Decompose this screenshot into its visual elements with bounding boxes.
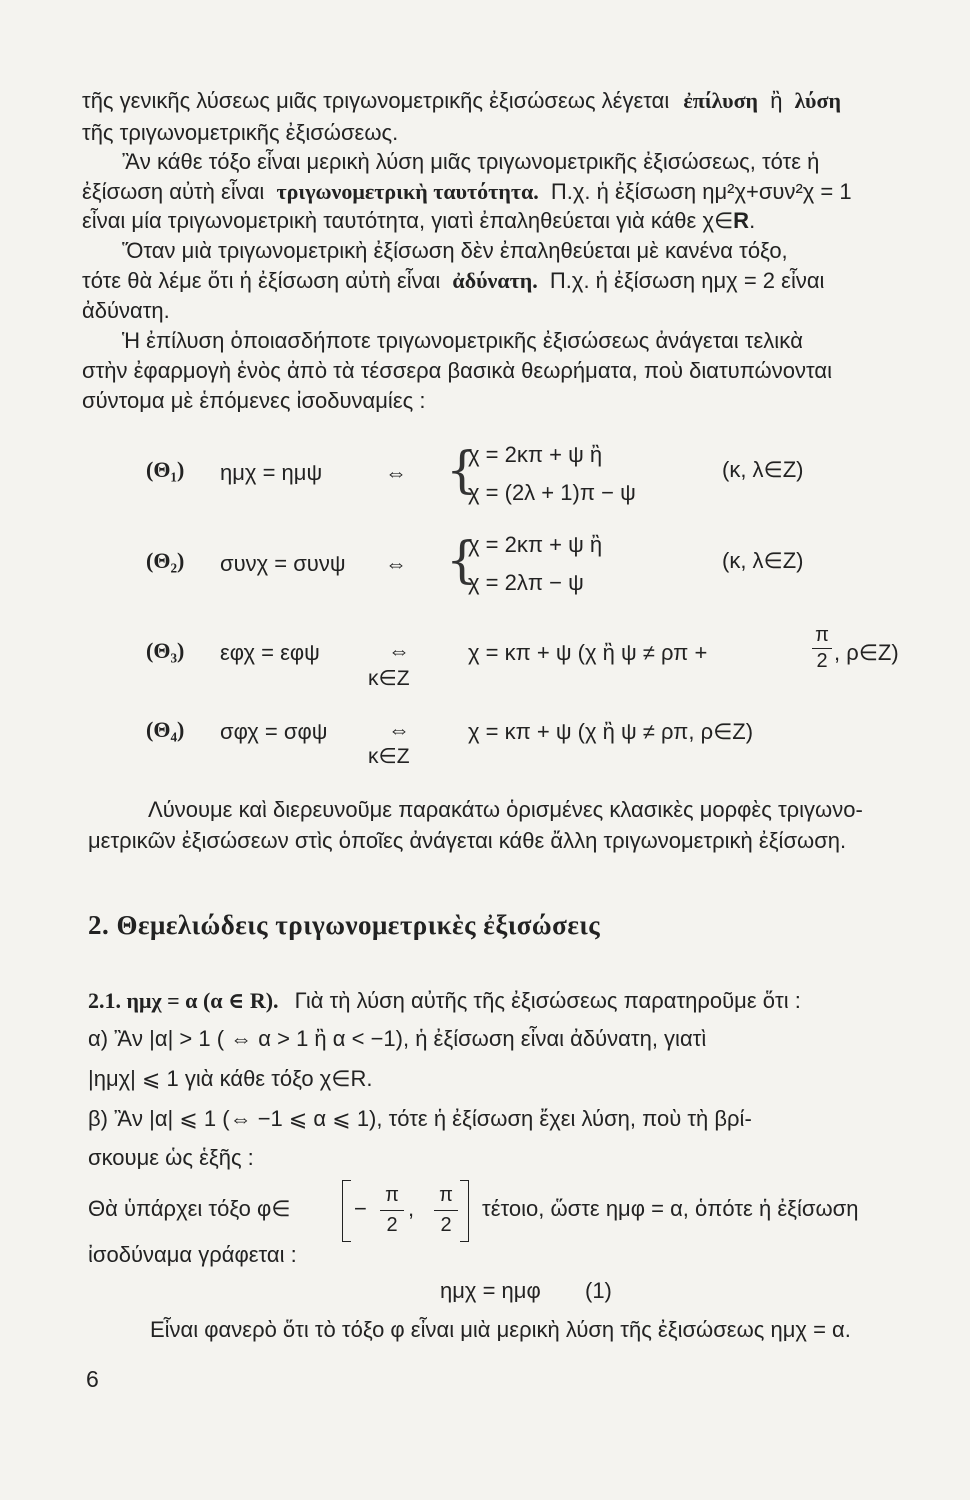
intro-line-3: Ἂν κάθε τόξο εἶναι μερικὴ λύση μιᾶς τριγωνομετρικῆς ἐξισώσεως, τότε ἡ: [122, 149, 820, 174]
theorem-2-arrow: ⇔: [385, 551, 407, 576]
intro-line-2: τῆς τριγωνομετρικῆς ἐξισώσεως.: [82, 120, 399, 145]
theorem-1-rhs-1: χ = 2κπ + ψ ἢ: [468, 442, 603, 467]
theorem-2-condition: (κ, λ∈Z): [722, 548, 804, 573]
theorem-1-arrow: ⇔: [385, 460, 407, 485]
intro-line-11: σύντομα μὲ ἑπόμενες ἰσοδυναμίες :: [82, 388, 426, 413]
intro-line-9: Ἡ ἐπίλυση ὁποιασδήποτε τριγωνομετρικῆς ἐξισώσεως ἀνάγεται τελικὰ: [122, 328, 803, 353]
theorem-4-subscript: κ∈Z: [368, 745, 410, 768]
theorem-4-label: (Θ₄): [146, 717, 185, 742]
after-line-2: μετρικῶν ἐξισώσεων στὶς ὁποῖες ἀνάγεται κάθε ἄλλη τριγωνομετρικὴ ἐξίσωση.: [88, 828, 847, 853]
interval-numerator-2: π: [439, 1184, 453, 1206]
sub-equation-1: ημχ = ημφ: [440, 1278, 541, 1303]
sub-line-9: Εἶναι φανερὸ ὅτι τὸ τόξο φ εἶναι μιὰ μερικὴ λύση τῆς ἐξισώσεως ημχ = α.: [150, 1317, 851, 1342]
theorem-2-label: (Θ₂): [146, 548, 185, 573]
theorem-4-lhs: σφχ = σφψ: [220, 719, 328, 744]
theorem-3-arrow: ⇔: [388, 638, 410, 663]
theorem-2-rhs-1: χ = 2κπ + ψ ἢ: [468, 532, 603, 557]
section-heading: 2. Θεμελιώδεις τριγωνομετρικὲς ἐξισώσεις: [88, 910, 601, 940]
interval-left-bracket: [342, 1180, 351, 1242]
sub-line-6-end: τέτοιο, ὥστε ημφ = α, ὁπότε ἡ ἐξίσωση: [482, 1196, 859, 1221]
theorem-4-arrow: ⇔: [388, 717, 410, 742]
sub-line-2: α) Ἂν |α| > 1 ( ⇔ α > 1 ἢ α < −1), ἡ ἐξίσωση εἶναι ἀδύνατη, γιατὶ: [88, 1026, 707, 1051]
intro-line-10: στὴν ἐφαρμογὴ ἑνὸς ἀπὸ τὰ τέσσερα βασικὰ θεωρήματα, ποὺ διατυπώνονται: [82, 358, 832, 383]
theorem-2-rhs-2: χ = 2λπ − ψ: [468, 570, 584, 595]
sub-line-6-start: Θὰ ὑπάρχει τόξο φ∈: [88, 1196, 291, 1221]
intro-line-6: Ὅταν μιὰ τριγωνομετρικὴ ἐξίσωση δὲν ἐπαληθεύεται μὲ κανένα τόξο,: [122, 238, 788, 263]
theorem-3-subscript: κ∈Z: [368, 667, 410, 690]
intro-line-4: ἐξίσωση αὐτὴ εἶναι τριγωνομετρικὴ ταυτότητα. Π.χ. ἡ ἐξίσωση ημ²χ+συν²χ = 1: [82, 179, 852, 204]
interval-numerator-1: π: [385, 1184, 399, 1206]
intro-line-5: εἶναι μία τριγωνομετρικὴ ταυτότητα, γιατὶ ἐπαληθεύεται γιὰ κάθε χ∈R.: [82, 208, 756, 233]
sub-line-3: |ημχ| ⩽ 1 γιὰ κάθε τόξο χ∈R.: [88, 1066, 373, 1091]
theorem-2-brace: {: [446, 531, 478, 589]
intro-line-8: ἀδύνατη.: [82, 298, 170, 323]
theorem-3-label: (Θ₃): [146, 638, 185, 663]
intro-line-7: τότε θὰ λέμε ὅτι ἡ ἐξίσωση αὐτὴ εἶναι ἀδύνατη. Π.χ. ἡ ἐξίσωση ημχ = 2 εἶναι: [82, 268, 825, 293]
theorem-3-fraction-numerator: π: [815, 624, 829, 646]
theorem-1-condition: (κ, λ∈Z): [722, 457, 804, 482]
after-line-1: Λύνουμε καὶ διερευνοῦμε παρακάτω ὁρισμένες κλασικὲς μορφὲς τριγωνο-: [148, 797, 863, 822]
page-number: 6: [86, 1366, 99, 1392]
interval-denominator-1: 2: [386, 1214, 398, 1236]
intro-line-1: τῆς γενικῆς λύσεως μιᾶς τριγωνομετρικῆς ἐξισώσεως λέγεται ἐπίλυση ἢ λύση: [82, 88, 841, 113]
sub-line-7: ἰσοδύναμα γράφεται :: [88, 1242, 297, 1267]
theorem-4-rhs: χ = κπ + ψ (χ ἢ ψ ≠ ρπ, ρ∈Z): [468, 719, 754, 744]
theorem-1-rhs-2: χ = (2λ + 1)π − ψ: [468, 480, 636, 505]
theorem-3-fraction-bar: [812, 648, 832, 649]
theorem-3-rhs: χ = κπ + ψ (χ ἢ ψ ≠ ρπ +: [468, 640, 708, 665]
theorem-3-tail: , ρ∈Z): [834, 640, 899, 665]
theorem-2-lhs: συνχ = συνψ: [220, 551, 346, 576]
sub-equation-1-number: (1): [585, 1278, 612, 1303]
theorem-1-label: (Θ₁): [146, 457, 185, 482]
interval-separator: ,: [408, 1196, 415, 1221]
interval-fraction-bar-1: [380, 1210, 404, 1211]
sub-line-5: σκουμε ὡς ἑξῆς :: [88, 1145, 254, 1170]
interval-minus: −: [354, 1196, 367, 1221]
theorem-3-fraction-denominator: 2: [816, 650, 828, 672]
sub-line-4: β) Ἂν |α| ⩽ 1 (⇔ −1 ⩽ α ⩽ 1), τότε ἡ ἐξίσωση ἔχει λύση, ποὺ τὴ βρί-: [88, 1106, 752, 1131]
interval-denominator-2: 2: [440, 1214, 452, 1236]
sub-line-1: 2.1. ημχ = α (α ∈ R). Γιὰ τὴ λύση αὐτῆς τῆς ἐξισώσεως παρατηροῦμε ὅτι :: [88, 988, 801, 1013]
theorem-3-lhs: εφχ = εφψ: [220, 640, 320, 665]
theorem-1-lhs: ημχ = ημψ: [220, 460, 323, 485]
theorem-1-brace: {: [446, 441, 478, 499]
interval-fraction-bar-2: [434, 1210, 458, 1211]
interval-right-bracket: [460, 1180, 469, 1242]
